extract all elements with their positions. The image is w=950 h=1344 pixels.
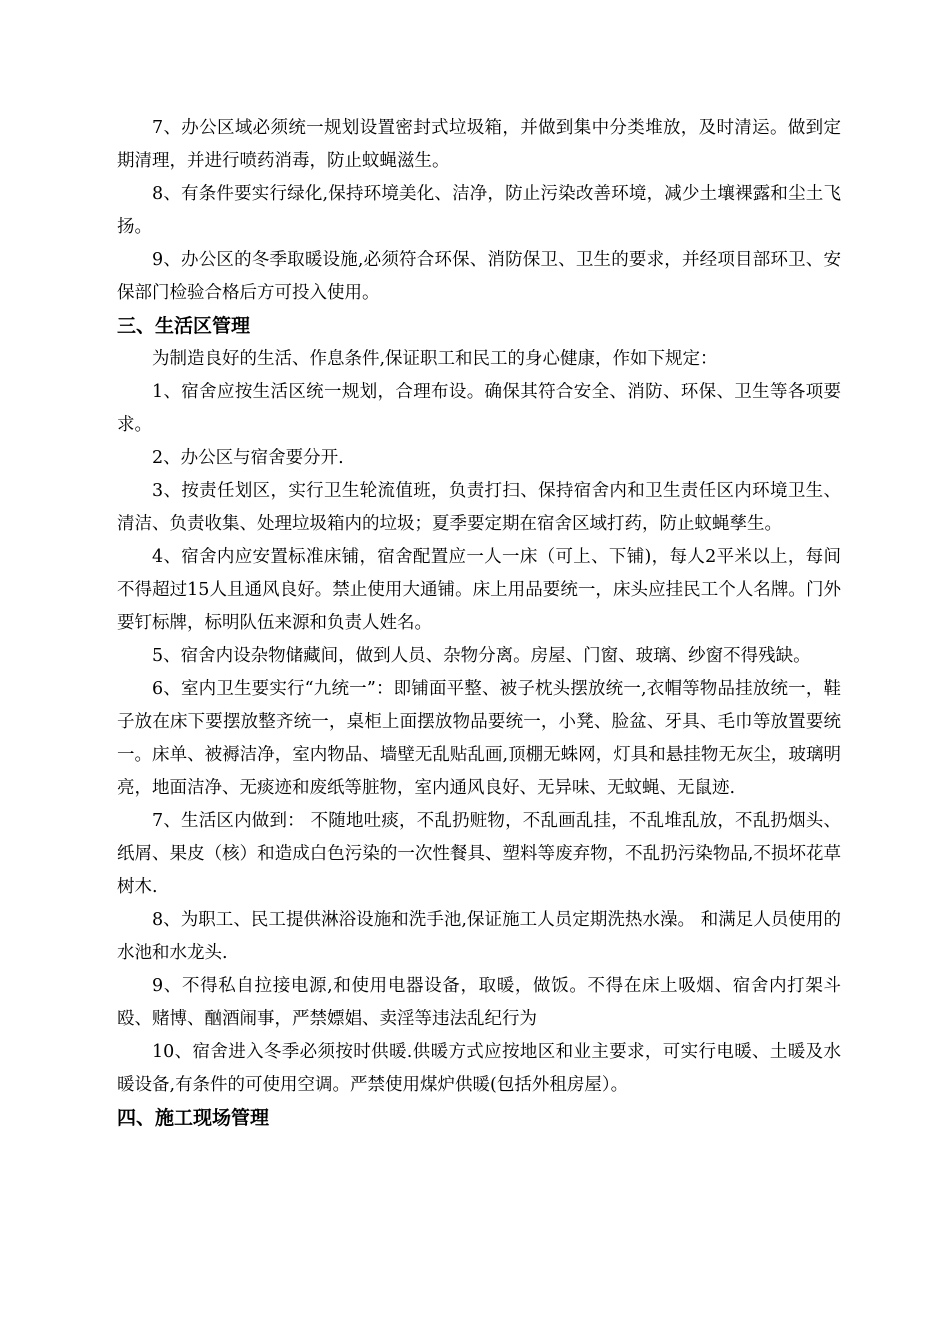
paragraph-living-intro: 为制造良好的生活、作息条件,保证职工和民工的身心健康，作如下规定： bbox=[152, 349, 718, 369]
section-heading-living-area: 三、生活区管理 bbox=[117, 315, 251, 337]
paragraph-living-item-2: 2、办公区与宿舍要分开. bbox=[152, 448, 344, 468]
paragraph-living-item-4: 4、宿舍内应安置标准床铺，宿舍配置应一人一床（可上、下铺)，每人2平米以上，每间不得超过15人且通风良好。禁止使用大通铺。床上用品要统一，床头应挂民工个人名牌。门外要钉标牌，标明队伍来源和负责人姓名。 bbox=[117, 547, 841, 633]
document-page bbox=[117, 112, 841, 1135]
paragraph-living-item-9: 9、不得私自拉接电源,和使用电器设备，取暖，做饭。不得在床上吸烟、宿舍内打架斗殴、赌博、酗酒闹事，严禁嫖娼、卖淫等违法乱纪行为 bbox=[117, 976, 841, 1029]
paragraph-office-item-7: 7、办公区域必须统一规划设置密封式垃圾箱，并做到集中分类堆放，及时清运。做到定期清理，并进行喷药消毒，防止蚊蝇滋生。 bbox=[117, 118, 841, 171]
paragraph-living-item-8: 8、为职工、民工提供淋浴设施和洗手池,保证施工人员定期洗热水澡。 和满足人员使用的水池和水龙头. bbox=[117, 910, 841, 963]
paragraph-office-item-9: 9、办公区的冬季取暖设施,必须符合环保、消防保卫、卫生的要求，并经项目部环卫、安保部门检验合格后方可投入使用。 bbox=[117, 250, 841, 303]
paragraph-office-item-8: 8、有条件要实行绿化,保持环境美化、洁净，防止污染改善环境，减少土壤裸露和尘土飞扬。 bbox=[117, 184, 841, 237]
section-heading-construction-site: 四、施工现场管理 bbox=[117, 1107, 270, 1129]
paragraph-living-item-5: 5、宿舍内设杂物储藏间，做到人员、杂物分离。房屋、门窗、玻璃、纱窗不得残缺。 bbox=[152, 646, 811, 666]
paragraph-living-item-3: 3、按责任划区，实行卫生轮流值班，负责打扫、保持宿舍内和卫生责任区内环境卫生、清洁、负责收集、处理垃圾箱内的垃圾；夏季要定期在宿舍区域打药，防止蚊蝇孳生。 bbox=[117, 481, 841, 534]
paragraph-living-item-7: 7、生活区内做到： 不随地吐痰，不乱扔赃物，不乱画乱挂，不乱堆乱放，不乱扔烟头、纸屑、果皮（核）和造成白色污染的一次性餐具、塑料等废弃物，不乱扔污染物品,不损坏花草树木. bbox=[117, 811, 841, 897]
paragraph-living-item-6: 6、室内卫生要实行“九统一”：即铺面平整、被子枕头摆放统一,衣帽等物品挂放统一，鞋子放在床下要摆放整齐统一，桌柜上面摆放物品要统一，小凳、脸盆、牙具、毛巾等放置要统一。床单、被褥洁净，室内物品、墙壁无乱贴乱画,顶棚无蛛网，灯具和悬挂物无灰尘，玻璃明亮，地面洁净、无痰迹和废纸等脏物，室内通风良好、无异味、无蚊蝇、无鼠迹. bbox=[117, 679, 841, 798]
paragraph-living-item-10: 10、宿舍进入冬季必须按时供暖.供暖方式应按地区和业主要求，可实行电暖、土暖及水暖设备,有条件的可使用空调。严禁使用煤炉供暖(包括外租房屋）。 bbox=[117, 1042, 841, 1095]
paragraph-living-item-1: 1、宿舍应按生活区统一规划，合理布设。确保其符合安全、消防、环保、卫生等各项要求。 bbox=[117, 382, 841, 435]
